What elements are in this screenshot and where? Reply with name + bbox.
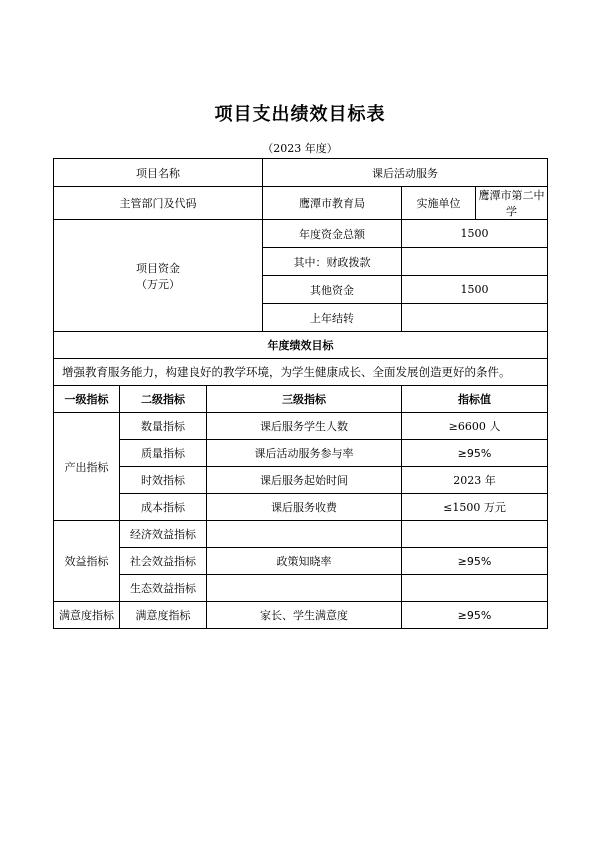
- header-value: 指标值: [402, 386, 548, 413]
- level2-cell: 生态效益指标: [120, 575, 207, 602]
- indicator-row: [54, 494, 548, 521]
- level2-cell: 社会效益指标: [120, 548, 207, 575]
- page-subtitle: （2023 年度）: [262, 142, 338, 155]
- indicator-row: [54, 467, 548, 494]
- implementing-unit-value: 鹰潭市第二中学: [476, 187, 548, 220]
- value-cell: [402, 575, 548, 602]
- indicator-row: [54, 602, 548, 629]
- level3-cell: [207, 521, 402, 548]
- level2-cell: 质量指标: [120, 440, 207, 467]
- fund-item-label: 上年结转: [263, 304, 402, 332]
- fund-item-value: [402, 304, 548, 332]
- level2-cell: 成本指标: [120, 494, 207, 521]
- indicator-row: [54, 413, 548, 440]
- level1-cell: 产出指标: [54, 413, 120, 521]
- indicator-row: [54, 548, 548, 575]
- header-level2: 二级指标: [120, 386, 207, 413]
- level3-cell: 家长、学生满意度: [207, 602, 402, 629]
- indicator-row: [54, 575, 548, 602]
- level3-cell: 课后服务收费: [207, 494, 402, 521]
- department-label: 主管部门及代码: [54, 187, 263, 220]
- value-cell: [402, 521, 548, 548]
- project-name-label: 项目名称: [54, 159, 263, 187]
- value-cell: 2023 年: [402, 467, 548, 494]
- fund-item-label: 年度资金总额: [263, 220, 402, 248]
- fund-label: [54, 220, 263, 332]
- level3-cell: 课后服务起始时间: [207, 467, 402, 494]
- department-row: [54, 187, 548, 220]
- fund-item-value: [402, 248, 548, 276]
- level3-cell: [207, 575, 402, 602]
- indicator-row: [54, 440, 548, 467]
- value-cell: ≥95%: [402, 602, 548, 629]
- indicator-header-row: [54, 386, 548, 413]
- level2-cell: 经济效益指标: [120, 521, 207, 548]
- level2-cell: 数量指标: [120, 413, 207, 440]
- implementing-unit-label: 实施单位: [402, 187, 476, 220]
- value-cell: ≥95%: [402, 440, 548, 467]
- fund-row: [54, 220, 548, 248]
- value-cell: ≤1500 万元: [402, 494, 548, 521]
- goal-text: 增强教育服务能力，构建良好的教学环境，为学生健康成长、全面发展创造更好的条件。: [54, 359, 548, 386]
- performance-table: [53, 158, 548, 629]
- value-cell: ≥6600 人: [402, 413, 548, 440]
- fund-item-value: 1500: [402, 220, 548, 248]
- project-name-row: [54, 159, 548, 187]
- level1-cell: 效益指标: [54, 521, 120, 602]
- fund-item-value: 1500: [402, 276, 548, 304]
- page-title: 项目支出绩效目标表: [214, 104, 386, 125]
- fund-item-label: 其中：财政拨款: [263, 248, 402, 276]
- header-level3: 三级指标: [207, 386, 402, 413]
- fund-label-line2: （万元）: [136, 277, 180, 291]
- goal-section-title: 年度绩效目标: [54, 332, 548, 359]
- level2-cell: 满意度指标: [120, 602, 207, 629]
- project-name-value: 课后活动服务: [263, 159, 548, 187]
- goal-section-row: [54, 332, 548, 359]
- fund-label-line1: 项目资金: [136, 261, 180, 275]
- level1-cell: 满意度指标: [54, 602, 120, 629]
- header-level1: 一级指标: [54, 386, 120, 413]
- department-value: 鹰潭市教育局: [263, 187, 402, 220]
- value-cell: ≥95%: [402, 548, 548, 575]
- level3-cell: 政策知晓率: [207, 548, 402, 575]
- indicator-row: [54, 521, 548, 548]
- level3-cell: 课后服务学生人数: [207, 413, 402, 440]
- level2-cell: 时效指标: [120, 467, 207, 494]
- goal-text-row: [54, 359, 548, 386]
- fund-item-label: 其他资金: [263, 276, 402, 304]
- level3-cell: 课后活动服务参与率: [207, 440, 402, 467]
